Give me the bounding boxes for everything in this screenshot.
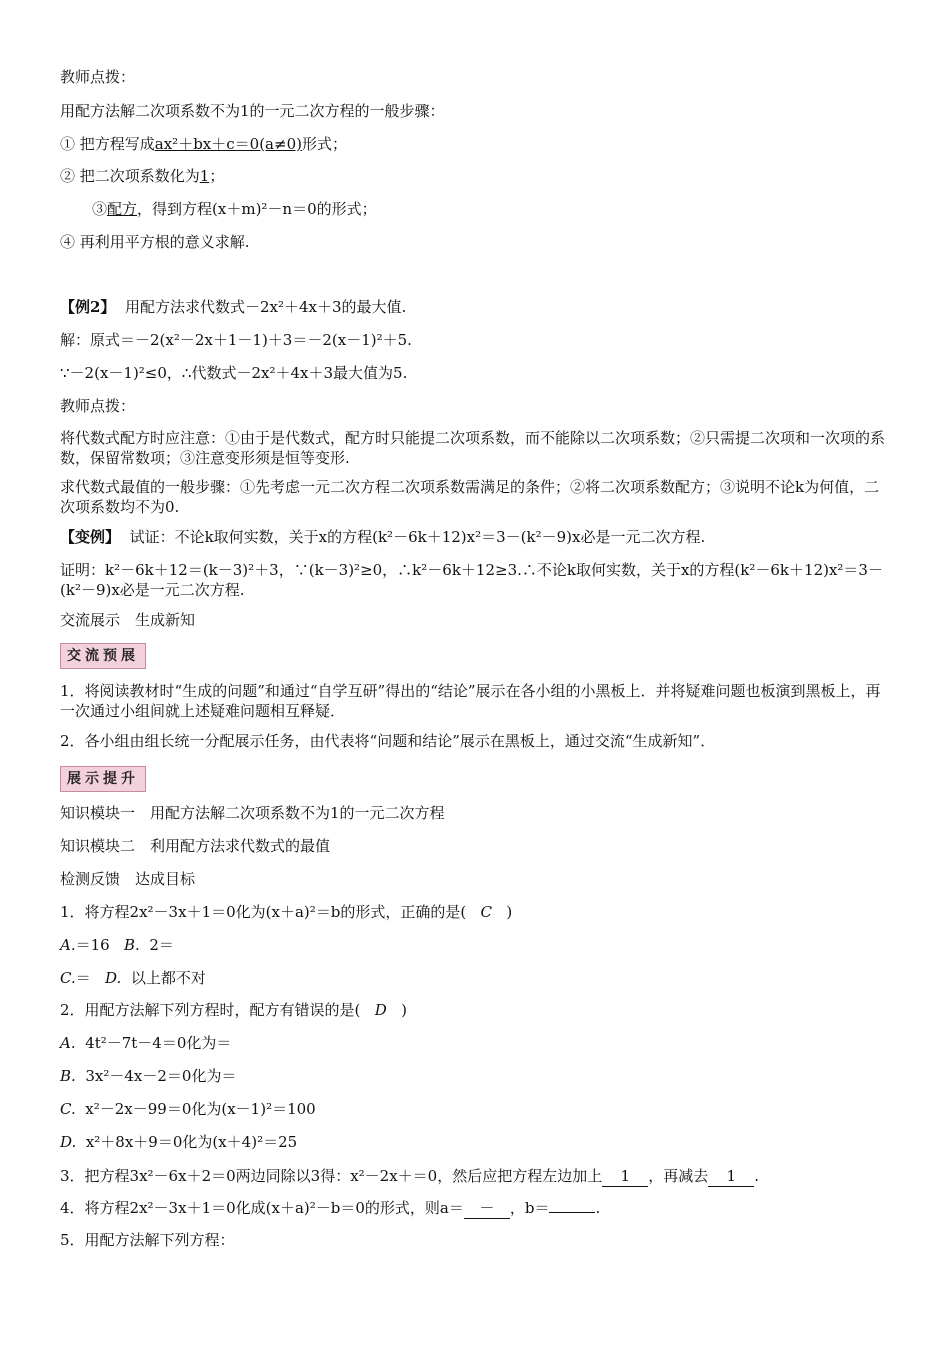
question-2-close: )	[401, 1001, 407, 1019]
q1-option-c: ＝	[75, 969, 91, 987]
q2-option-d-line	[60, 1132, 297, 1152]
example-2-question	[60, 297, 406, 317]
question-2-text: 2．用配方法解下列方程时，配方有错误的是(	[60, 1001, 361, 1019]
question-1-close: )	[506, 903, 513, 921]
question-3	[60, 1166, 759, 1187]
q2-option-a: 4t²－7t－4＝0化为＝	[85, 1034, 232, 1052]
step-2-suffix: ；	[209, 167, 225, 185]
question-1-text: 1．将方程2x²－3x＋1＝0化为(x＋a)²＝b的形式，正确的是(	[60, 903, 467, 921]
exchange-badge: 交流预展	[60, 643, 146, 669]
exchange-item-2: 2．各小组由组长统一分配展示任务，由代表将“问题和结论”展示在黑板上，通过交流“生成新知”．	[60, 732, 716, 750]
teacher-tip-1: 将代数式配方时应注意：①由于是代数式，配方时只能提二次项系数，而不能除以二次项系数；②只需提二次项和一次项的系数，保留常数项；③注意变形须是恒等变形.	[60, 429, 886, 467]
step-1	[60, 134, 347, 154]
step-2-answer: 1	[199, 167, 210, 185]
teacher-tip-title-2: 教师点拨：	[60, 397, 136, 415]
q1-option-a: ＝16	[75, 936, 110, 954]
q1-option-b: 2＝	[149, 936, 174, 954]
question-1-options-ab	[60, 935, 174, 955]
question-3-blank-2: 1	[708, 1166, 754, 1187]
teacher-tip-title: 教师点拨：	[60, 68, 136, 86]
question-3-blank-1: 1	[602, 1166, 648, 1187]
q1-option-b-label: B.	[124, 936, 140, 954]
knowledge-module-1: 知识模块一 用配方法解二次项系数不为1的一元二次方程	[60, 804, 445, 822]
question-1-answer: C	[480, 903, 493, 921]
steps-intro: 用配方法解二次项系数不为1的一元二次方程的一般步骤：	[60, 102, 445, 120]
teacher-tip-2: 求代数式最值的一般步骤：①先考虑一元二次方程二次项系数需满足的条件；②将二次项系数配方；③说明不论k为何值，二次项系数均不为0.	[60, 478, 880, 516]
question-4-mid: ，b＝	[509, 1199, 550, 1217]
step-2	[60, 166, 224, 186]
q1-option-c-label: C.	[60, 969, 76, 987]
question-2	[60, 1000, 407, 1020]
question-4-prefix: 4．将方程2x²－3x＋1＝0化成(x＋a)²－b＝0的形式，则a＝	[60, 1199, 464, 1217]
example-2-label: 【例2】	[60, 298, 116, 316]
step-3-prefix: ③	[92, 200, 108, 218]
question-3-mid: ，再减去	[648, 1167, 709, 1185]
knowledge-module-2: 知识模块二 利用配方法求代数式的最值	[60, 837, 331, 855]
q2-option-c: x²－2x－99＝0化为(x－1)²＝100	[85, 1100, 316, 1118]
question-5: 5．用配方法解下列方程：	[60, 1231, 235, 1249]
q2-option-c-line	[60, 1099, 316, 1119]
q1-option-a-label: A.	[60, 936, 76, 954]
question-3-end: .	[754, 1167, 760, 1185]
variant-text: 试证：不论k取何实数，关于x的方程(k²－6k＋12)x²＝3－(k²－9)x必是一元二次方程.	[129, 528, 706, 546]
step-3-answer: 配方	[107, 200, 138, 218]
example-2-text: 用配方法求代数式－2x²＋4x＋3的最大值.	[124, 298, 407, 316]
question-4-blank-1: －	[464, 1198, 510, 1219]
question-4-blank-2	[549, 1212, 595, 1213]
question-2-answer: D	[374, 1001, 387, 1019]
variant-proof: 证明：k²－6k＋12＝(k－3)²＋3，∵(k－3)²≥0，∴k²－6k＋12≥3.∴不论k取何实数，关于x的方程(k²－6k＋12)x²＝3－(k²－9)x必是一元二次方程.	[60, 561, 883, 599]
step-1-suffix: 形式；	[301, 135, 347, 153]
step-1-prefix: ① 把方程写成	[60, 135, 155, 153]
variant-question	[60, 527, 705, 547]
step-3	[92, 199, 377, 219]
exchange-item-1: 1．将阅读教材时“生成的问题”和通过“自学互研”得出的“结论”展示在各小组的小黑板上．并将疑难问题也板演到黑板上，再一次通过小组间就上述疑难问题相互释疑．	[60, 682, 881, 720]
question-4-end: .	[595, 1199, 601, 1217]
question-1	[60, 902, 512, 922]
question-3-prefix: 3．把方程3x²－6x＋2＝0两边同除以3得：x²－2x＋＝0，然后应把方程左边加上	[60, 1167, 603, 1185]
step-2-prefix: ② 把二次项系数化为	[60, 167, 200, 185]
step-3-suffix: ，得到方程(x＋m)²－n＝0的形式；	[137, 200, 377, 218]
q1-option-d: 以上都不对	[130, 969, 206, 987]
exchange-heading: 交流展示 生成新知	[60, 611, 196, 629]
question-1-options-cd	[60, 968, 206, 988]
q2-option-a-label: A.	[60, 1034, 76, 1052]
q2-option-a-line	[60, 1033, 231, 1053]
feedback-heading: 检测反馈 达成目标	[60, 870, 196, 888]
q1-option-d-label: D.	[105, 969, 122, 987]
q2-option-b-label: B.	[60, 1067, 76, 1085]
step-4: ④ 再利用平方根的意义求解.	[60, 233, 250, 251]
variant-label: 【变例】	[60, 528, 121, 546]
q2-option-c-label: C.	[60, 1100, 76, 1118]
q2-option-b-line	[60, 1066, 236, 1086]
q2-option-d: x²＋8x＋9＝0化为(x＋4)²＝25	[85, 1133, 298, 1151]
example-2-solution-2: ∵－2(x－1)²≤0，∴代数式－2x²＋4x＋3最大值为5.	[60, 364, 408, 382]
question-4	[60, 1198, 600, 1219]
step-1-form: ax²＋bx＋c＝0(a≠0)	[154, 135, 302, 153]
example-2-solution-1: 解：原式＝－2(x²－2x＋1－1)＋3＝－2(x－1)²＋5.	[60, 331, 412, 349]
q2-option-b: 3x²－4x－2＝0化为＝	[85, 1067, 237, 1085]
display-badge: 展示提升	[60, 766, 146, 792]
q2-option-d-label: D.	[60, 1133, 77, 1151]
